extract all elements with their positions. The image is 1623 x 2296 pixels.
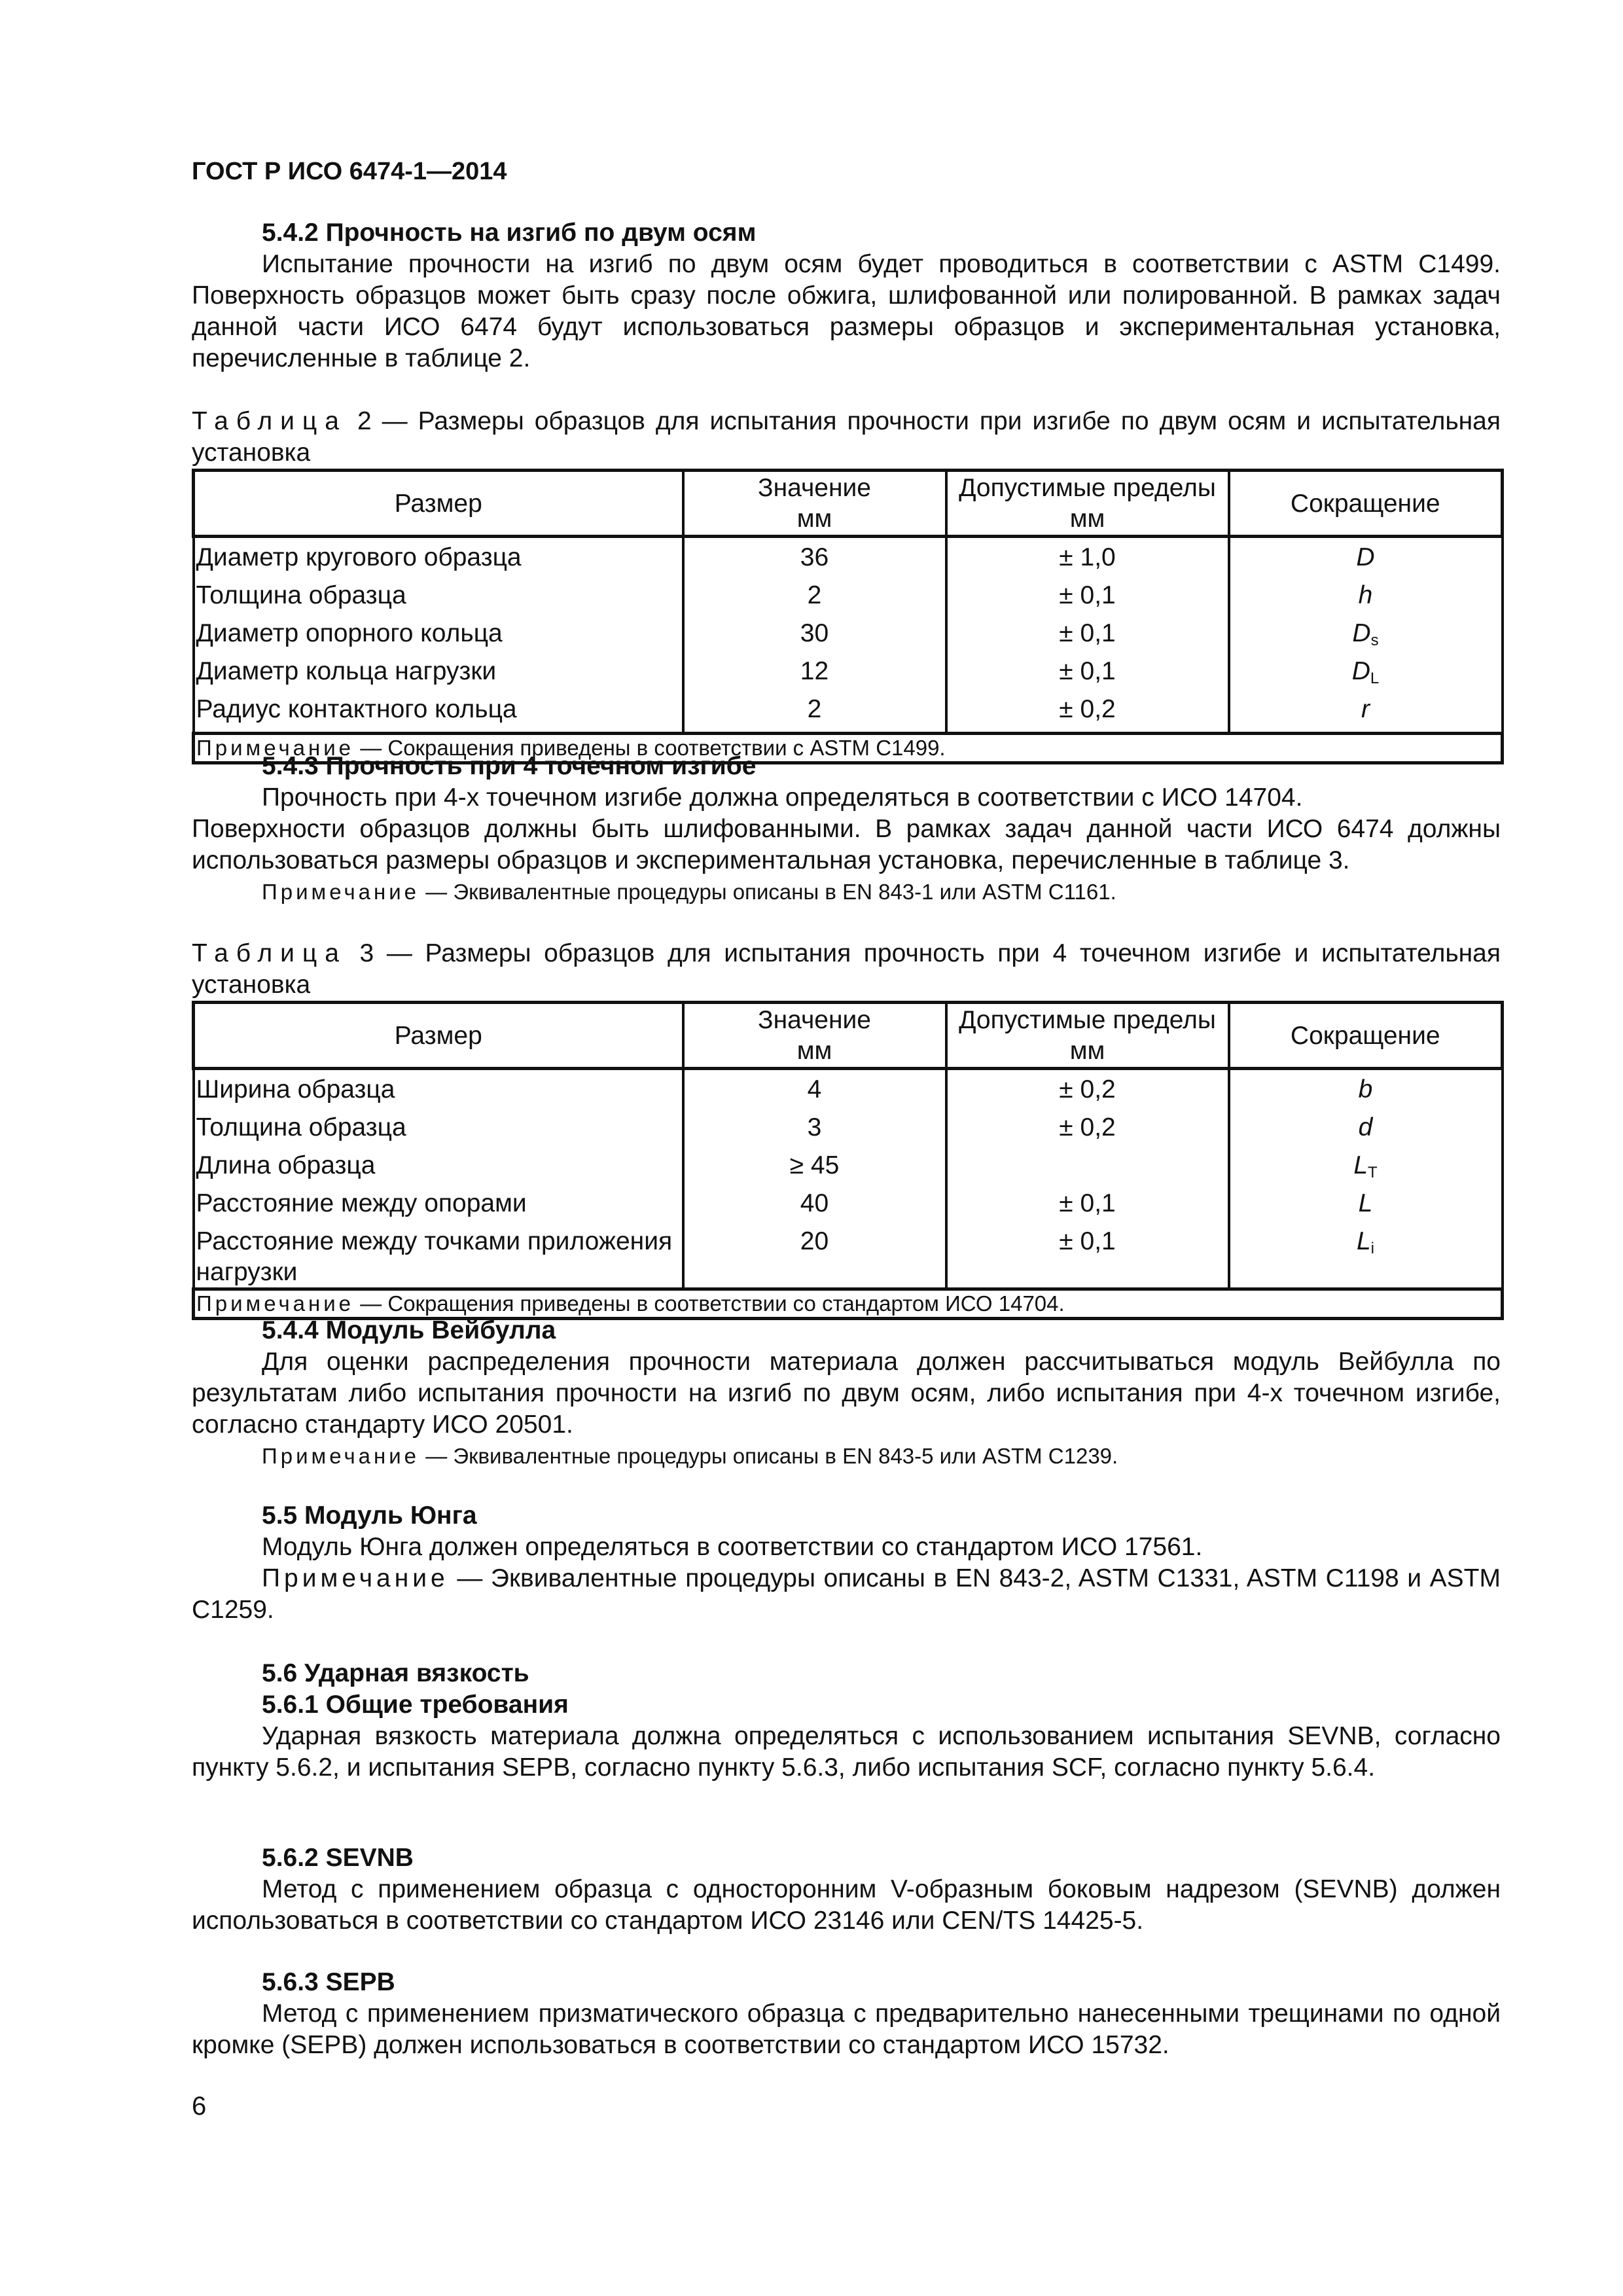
cell-value: 2 (683, 694, 946, 734)
section-5-5 (192, 1500, 1501, 1626)
table-body (194, 1069, 1503, 1289)
cell-name: Диаметр кругового образца (194, 537, 683, 581)
note-text: — Эквивалентные процедуры описаны в EN 843-2, ASTM C1331, ASTM C1198 и ASTM C1259. (192, 1564, 1501, 1624)
cell-abbreviation: L (1229, 1188, 1503, 1226)
cell-tolerance: ± 0,2 (946, 1112, 1229, 1150)
document-header: ГОСТ Р ИСО 6474-1—2014 (192, 158, 507, 185)
cell-name: Толщина образца (194, 1112, 683, 1150)
col-header-value: Значение мм (683, 1003, 946, 1069)
section-text: Ударная вязкость материала должна определяться с использованием испытания SEVNB, согласно пункту 5.6.2, и испытания SEPB, согласно пункту 5.6.3, либо испытания SCF, согласно пункту 5.6.4. (192, 1722, 1501, 1782)
table-3-block (192, 938, 1501, 1320)
table-row (194, 1150, 1503, 1188)
table-body (194, 537, 1503, 734)
section-note (192, 876, 1501, 908)
note-label: Примечание (196, 736, 355, 760)
cell-tolerance: ± 0,2 (946, 1069, 1229, 1113)
section-5-6 (192, 1658, 1501, 1784)
cell-name: Ширина образца (194, 1069, 683, 1113)
table-caption (192, 938, 1501, 1001)
table-2-block (192, 406, 1501, 764)
section-text: Модуль Юнга должен определяться в соответствии со стандартом ИСО 17561. (262, 1533, 1203, 1561)
cell-name: Диаметр опорного кольца (194, 618, 683, 656)
table-row (194, 694, 1503, 734)
table-row (194, 656, 1503, 694)
cell-name: Расстояние между опорами (194, 1188, 683, 1226)
section-text: Метод с применением призматического образца с предварительно нанесенными трещинами по одной кромке (SEPB) должен использоваться в соответствии со стандартом ИСО 15732. (192, 2000, 1501, 2059)
cell-name: Расстояние между точками приложения нагрузки (194, 1226, 683, 1289)
table-caption-text: 3 — Размеры образцов для испытания прочность при 4 точечном изгибе и испытательная установка (192, 939, 1501, 999)
section-note (192, 1441, 1501, 1472)
cell-tolerance (946, 1150, 1229, 1188)
cell-tolerance: ± 0,1 (946, 618, 1229, 656)
col-header-abbreviation: Сокращение (1229, 471, 1503, 537)
col-header-size: Размер (194, 471, 683, 537)
table-note-cell (194, 1289, 1503, 1319)
section-title: 5.6 Ударная вязкость (262, 1659, 529, 1687)
cell-abbreviation: r (1229, 694, 1503, 734)
section-text: Для оценки распределения прочности материала должен рассчитываться модуль Вейбулла по результатам либо испытания прочности на изгиб по двум осям, либо испытания при 4-х точечном изгибе, согласно стандарту ИСО 20501. (192, 1348, 1501, 1439)
col-header-tolerance: Допустимые пределы мм (946, 471, 1229, 537)
col-header-abbreviation: Сокращение (1229, 1003, 1503, 1069)
section-5-4-4 (192, 1315, 1501, 1472)
table-row (194, 580, 1503, 618)
cell-abbreviation: D (1229, 537, 1503, 581)
cell-tolerance: ± 0,1 (946, 1226, 1229, 1289)
col-header-tolerance: Допустимые пределы мм (946, 1003, 1229, 1069)
col-header-value: Значение мм (683, 471, 946, 537)
table-row (194, 618, 1503, 656)
section-title: 5.4.2 Прочность на изгиб по двум осям (262, 219, 757, 247)
section-title: 5.4.3 Прочность при 4 точечном изгибе (262, 752, 757, 780)
section-5-6-3 (192, 1967, 1501, 2061)
cell-abbreviation: h (1229, 580, 1503, 618)
col-header-size: Размер (194, 1003, 683, 1069)
cell-abbreviation: d (1229, 1112, 1503, 1150)
subsection-title: 5.6.1 Общие требования (262, 1691, 569, 1719)
note-label: Примечание (262, 1564, 449, 1592)
cell-tolerance: ± 0,2 (946, 694, 1229, 734)
section-5-6-2 (192, 1842, 1501, 1937)
cell-tolerance: ± 1,0 (946, 537, 1229, 581)
section-5-4-3 (192, 751, 1501, 908)
cell-abbreviation: $D_s$ (1229, 618, 1503, 656)
note-text: — Сокращения приведены в соответствии со стандартом ИСО 14704. (360, 1291, 1065, 1316)
cell-name: Длина образца (194, 1150, 683, 1188)
cell-value: ≥ 45 (683, 1150, 946, 1188)
cell-value: 12 (683, 656, 946, 694)
table-label: Таблица (192, 939, 347, 967)
cell-name: Диаметр кольца нагрузки (194, 656, 683, 694)
table-row (194, 537, 1503, 581)
section-title: 5.6.2 SEVNB (262, 1844, 414, 1872)
page-number: 6 (192, 2092, 207, 2121)
section-title: 5.5 Модуль Юнга (262, 1501, 477, 1530)
cell-tolerance: ± 0,1 (946, 1188, 1229, 1226)
section-note (192, 1563, 1501, 1626)
section-text: Поверхности образцов должны быть шлифованными. В рамках задач данной части ИСО 6474 должны использоваться размеры образцов и экспериментальная установка, перечисленные в таблице 3. (192, 815, 1501, 874)
table-row (194, 1188, 1503, 1226)
cell-value: 40 (683, 1188, 946, 1226)
cell-value: 20 (683, 1226, 946, 1289)
cell-abbreviation: b (1229, 1069, 1503, 1113)
cell-abbreviation: $L_T$ (1229, 1150, 1503, 1188)
note-text: — Сокращения приведены в соответствии с ASTM C1499. (360, 736, 946, 760)
section-text: Испытание прочности на изгиб по двум осям будет проводиться в соответствии с ASTM C1499. Поверхность образцов может быть сразу после обжига, шлифованной или полированной. В рамках задач данной части ИСО 6474 будут использоваться размеры образцов и экспериментальная установка, перечисленные в таблице 2. (192, 250, 1501, 372)
note-label: Примечание (196, 1291, 355, 1316)
section-text-line1: Прочность при 4-х точечном изгибе должна определяться в соответствии с ИСО 14704. (262, 783, 1303, 812)
table-caption-text: 2 — Размеры образцов для испытания прочности при изгибе по двум осям и испытательная установка (192, 407, 1501, 467)
cell-value: 3 (683, 1112, 946, 1150)
cell-value: 30 (683, 618, 946, 656)
table-row (194, 1226, 1503, 1289)
table-3 (192, 1001, 1504, 1320)
section-title: 5.6.3 SEPB (262, 1968, 395, 1996)
table-label: Таблица (192, 407, 347, 435)
cell-name: Толщина образца (194, 580, 683, 618)
note-label: Примечание (262, 1444, 420, 1468)
cell-abbreviation: $L_i$ (1229, 1226, 1503, 1289)
cell-name: Радиус контактного кольца (194, 694, 683, 734)
table-caption (192, 406, 1501, 469)
cell-value: 4 (683, 1069, 946, 1113)
cell-tolerance: ± 0,1 (946, 656, 1229, 694)
cell-tolerance: ± 0,1 (946, 580, 1229, 618)
table-row (194, 1069, 1503, 1113)
cell-value: 36 (683, 537, 946, 581)
section-text: Метод с применением образца с односторонним V-образным боковым надрезом (SEVNB) должен использоваться в соответствии со стандартом ИСО 23146 или CEN/TS 14425-5. (192, 1875, 1501, 1935)
section-5-4-2 (192, 217, 1501, 374)
cell-abbreviation: $D_L$ (1229, 656, 1503, 694)
table-row (194, 1112, 1503, 1150)
note-text: — Эквивалентные процедуры описаны в EN 843-1 или ASTM C1161. (425, 880, 1116, 904)
table-note (194, 1289, 1503, 1319)
cell-value: 2 (683, 580, 946, 618)
section-title: 5.4.4 Модуль Вейбулла (262, 1316, 556, 1344)
table-2 (192, 469, 1504, 764)
note-label: Примечание (262, 880, 420, 904)
note-text: — Эквивалентные процедуры описаны в EN 843-5 или ASTM C1239. (425, 1444, 1118, 1468)
